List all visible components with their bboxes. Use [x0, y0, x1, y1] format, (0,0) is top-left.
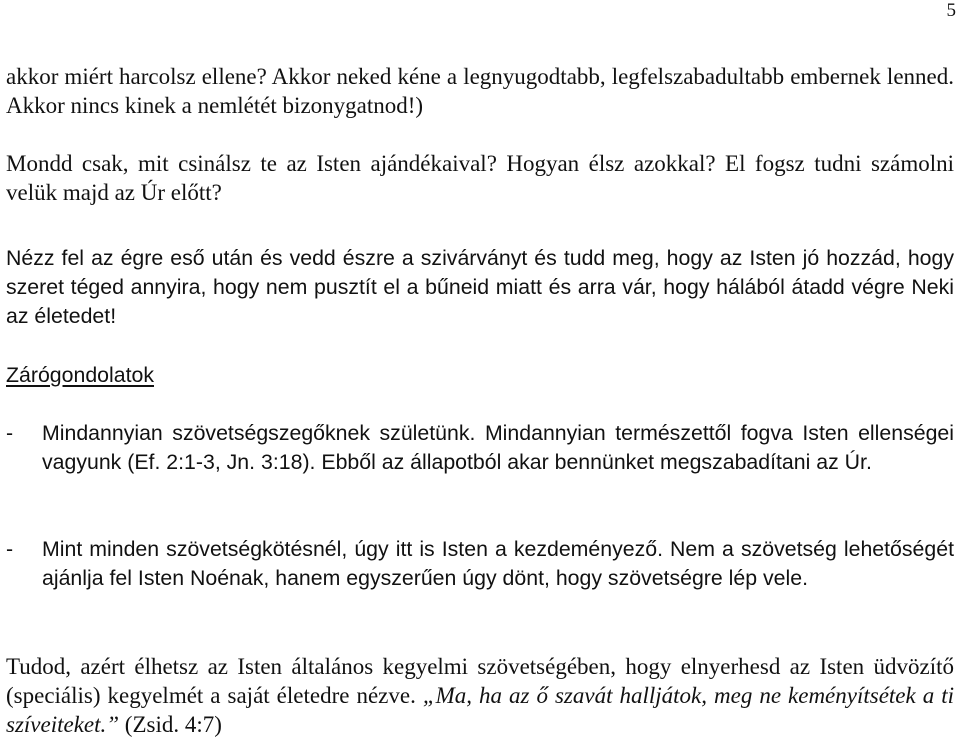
bullet-item — [6, 535, 954, 593]
paragraph-intro: akkor miért harcolsz ellene? Akkor neked kéne a legnyugodtabb, legfelszabadultabb embernek lenned. Akkor nincs kinek a nemlétét bizonygatnod!) — [6, 64, 954, 119]
bullet-item — [6, 419, 954, 477]
page-number: 5 — [946, 0, 956, 21]
section-heading: Zárógondolatok — [6, 363, 154, 387]
paragraph-gifts-question: Mondd csak, mit csinálsz te az Isten ajándékaival? Hogyan élsz azokkal? El fogsz tudni számolni velük majd az Úr előtt? — [6, 151, 954, 206]
bullet-marker: - — [6, 421, 14, 445]
bullet-text: Mindannyian szövetségszegőknek születünk. Mindannyian természettől fogva Isten ellenségei vagyunk (Ef. 2:1-3, Jn. 3:18). Ebből az állapotból akar bennünket megszabadítani az Úr. — [42, 421, 954, 475]
bible-reference: (Zsid. 4:7) — [119, 712, 222, 738]
paragraph-rainbow: Nézz fel az égre eső után és vedd észre a szivárványt és tudd meg, hogy az Isten jó hozzád, hogy szeret téged annyira, hogy nem pusztít el a bűneid miatt és arra vár, hogy hálából átadd végre Neki az életedet! — [6, 246, 954, 329]
bible-quote: „Ma, ha az ő szavát halljátok, meg ne keményítsétek a ti szíveiteket.” — [6, 683, 954, 738]
paragraph-closing — [6, 652, 954, 740]
bullet-text: Mint minden szövetségkötésnél, úgy itt is Isten a kezdeményező. Nem a szövetség lehetőségét ajánlja fel Isten Noénak, hanem egyszerűen úgy dönt, hogy szövetségre lép vele. — [42, 537, 954, 591]
bullet-marker: - — [6, 537, 14, 561]
closing-text: Tudod, azért élhetsz az Isten általános kegyelmi szövetségében, hogy elnyerhesd az Isten üdvözítő (speciális) kegyelmét a saját életedre nézve. — [6, 654, 954, 709]
